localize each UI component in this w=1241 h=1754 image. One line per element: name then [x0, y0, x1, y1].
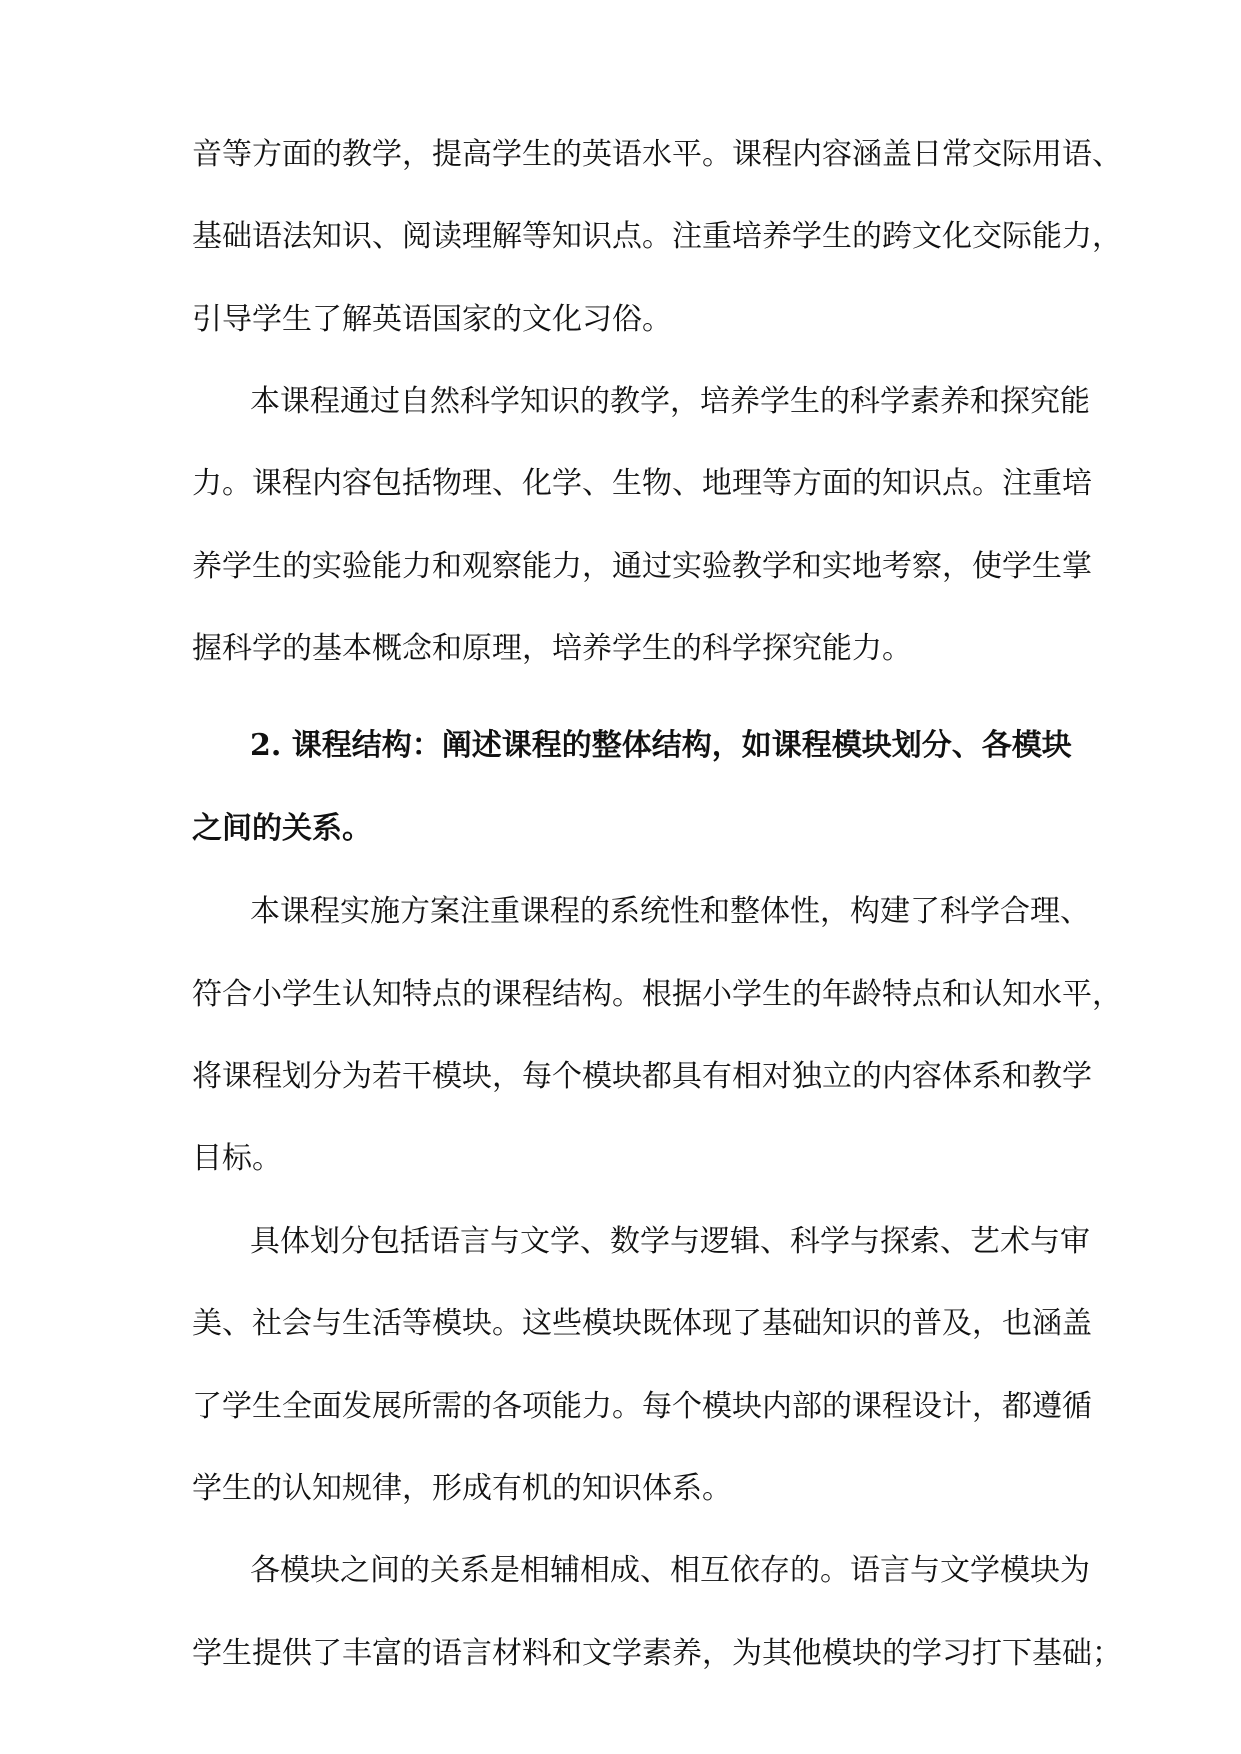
section-heading: 2. 课程结构：阐述课程的整体结构，如课程模块划分、各模块	[250, 728, 1072, 763]
paragraph-line: 具体划分包括语言与文学、数学与逻辑、科学与探索、艺术与审	[250, 1224, 1090, 1259]
paragraph-line: 音等方面的教学，提高学生的英语水平。课程内容涵盖日常交际用语、	[192, 137, 1122, 172]
paragraph-line: 本课程通过自然科学知识的教学，培养学生的科学素养和探究能	[250, 384, 1090, 419]
paragraph-line: 基础语法知识、阅读理解等知识点。注重培养学生的跨文化交际能力，	[192, 219, 1122, 254]
paragraph-line: 各模块之间的关系是相辅相成、相互依存的。语言与文学模块为	[250, 1553, 1090, 1588]
section-heading: 之间的关系。	[192, 811, 372, 846]
paragraph-line: 学生提供了丰富的语言材料和文学素养，为其他模块的学习打下基础；	[192, 1636, 1122, 1671]
paragraph-line: 学生的认知规律，形成有机的知识体系。	[192, 1471, 732, 1506]
paragraph-line: 目标。	[192, 1141, 282, 1176]
paragraph-line: 引导学生了解英语国家的文化习俗。	[192, 302, 672, 337]
paragraph-line: 了学生全面发展所需的各项能力。每个模块内部的课程设计，都遵循	[192, 1389, 1092, 1424]
paragraph-line: 将课程划分为若干模块，每个模块都具有相对独立的内容体系和教学	[192, 1059, 1092, 1094]
paragraph-line: 握科学的基本概念和原理，培养学生的科学探究能力。	[192, 631, 912, 666]
paragraph-line: 符合小学生认知特点的课程结构。根据小学生的年龄特点和认知水平，	[192, 977, 1122, 1012]
paragraph-line: 本课程实施方案注重课程的系统性和整体性，构建了科学合理、	[250, 894, 1090, 929]
paragraph-line: 力。课程内容包括物理、化学、生物、地理等方面的知识点。注重培	[192, 466, 1092, 501]
paragraph-line: 养学生的实验能力和观察能力，通过实验教学和实地考察，使学生掌	[192, 549, 1092, 584]
paragraph-line: 美、社会与生活等模块。这些模块既体现了基础知识的普及，也涵盖	[192, 1306, 1092, 1341]
